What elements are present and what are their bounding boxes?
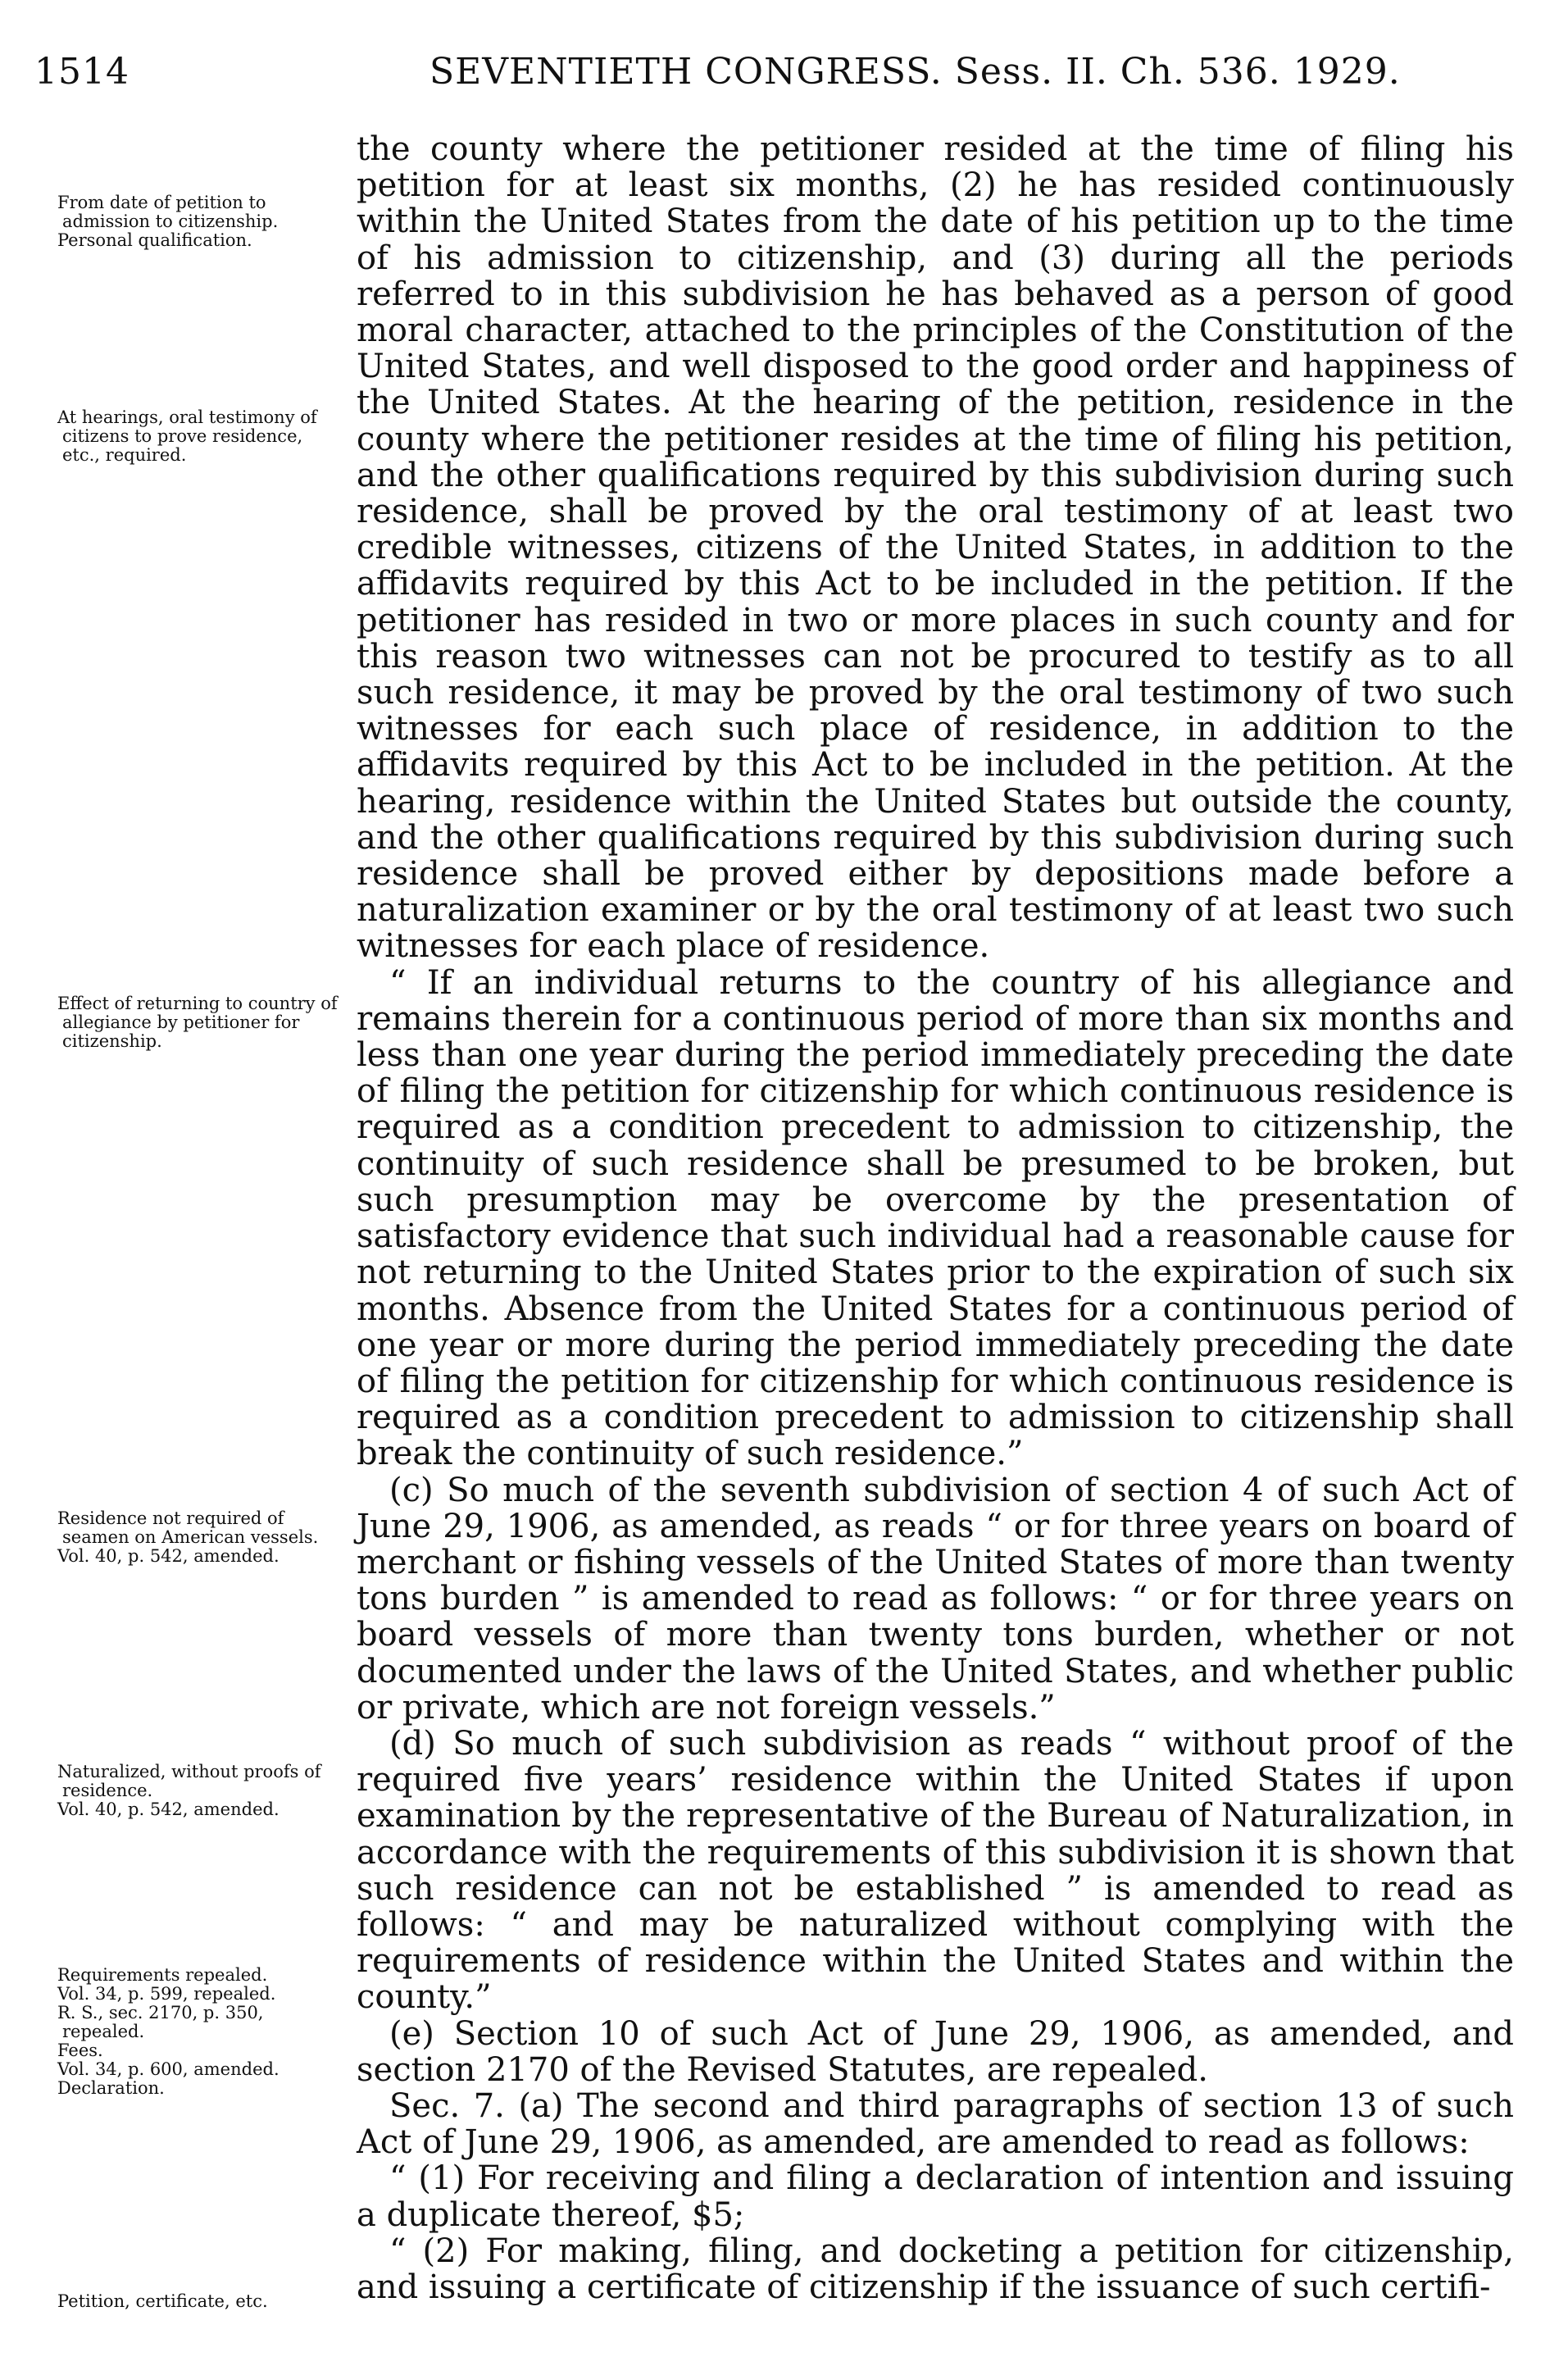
paragraph-return-to-allegiance: “ If an individual returns to the country of his allegiance and remains therein for a continuous period of more than six months and less than one year during the period immediately preceding the date of filing the petition for citizenship for which continuous residence is required as a condition precedent to admission to citizenship, the continuity of such residence shall be presumed to be broken, but such presumption may be overcome by the presentation of satisfactory evidence that such individual had a reasonable cause for not returning to the United States prior to the expiration of such six months. Absence from the United States for a continuous period of one year or more during the period immediately preceding the date of filing the petition for citizenship for which continuous residence is required as a condition precedent to admission to citizenship shall break the continuity of such residence.” [357, 963, 1514, 1473]
margin-note-line: Naturalized, without proofs of residence. [57, 1762, 321, 1800]
margin-note-fees: Fees. [57, 2041, 103, 2060]
running-title: SEVENTIETH CONGRESS. Sess. II. Ch. 536. 1929. [429, 51, 1401, 93]
paragraph-residence-qualifications: the county where the petitioner resided at the time of filing his petition for at least six months, (2) he has resided continuously within the United States from the date of his petition up to the time of his admission to citizenship, and (3) during all the periods referred to in this subdivision he has behaved as a person of good moral character, attached to the principles of the Constitution of the United States, and well disposed to the good order and happiness of the United States. At the hearing of the petition, residence in the county where the petitioner resides at the time of filing his petition, and the other qualifications required by this subdivision during such residence, shall be proved by the oral testimony of at least two credible witnesses, citizens of the United States, in addition to the affidavits required by this Act to be included in the petition. If the petitioner has resided in two or more places in such county and for this reason two witnesses can not be procured to testify as to all such residence, it may be proved by the oral testimony of two such witnesses for each such place of residence, in addition to the affidavits required by this Act to be included in the petition. At the hearing, residence within the United States but outside the county, and the other qualifications required by this subdivision during such residence shall be proved either by depositions made before a naturalization examiner or by the oral testimony of at least two such witnesses for each place of residence. [357, 130, 1514, 966]
margin-note-citation: Vol. 34, p. 599, repealed. [57, 1984, 276, 2004]
paragraph-subsection-e: (e) Section 10 of such Act of June 29, 1906, as amended, and section 2170 of the Revised Statutes, are repealed. [357, 2014, 1514, 2089]
running-head [34, 51, 1510, 103]
margin-note-line: Requirements repealed. [57, 1965, 268, 1985]
statute-text [357, 131, 1514, 2305]
margin-note-petition-certificate [28, 2292, 339, 2311]
paragraph-section-7: Sec. 7. (a) The second and third paragraphs of section 13 of such Act of June 29, 1906, as amended, are amended to read as follows: [357, 2086, 1514, 2162]
margin-note-citation: Vol. 40, p. 542, amended. [57, 1799, 280, 1819]
margin-note-declaration: Declaration. [57, 2078, 165, 2098]
margin-note-citation: Vol. 40, p. 542, amended. [57, 1546, 280, 1566]
page-number: 1514 [34, 51, 130, 93]
margin-note-oral-testimony [28, 408, 339, 465]
margin-note-line: At hearings, oral testimony of citizens to prove residence, etc., required. [57, 407, 317, 465]
paragraph-fee-petition: “ (2) For making, filing, and docketing a petition for citizenship, and issuing a certificate of citizenship if the issuance of such certifi- [357, 2232, 1514, 2306]
paragraph-fee-declaration: “ (1) For receiving and filing a declaration of intention and issuing a duplicate thereof, $5; [357, 2159, 1514, 2234]
margin-note-personal-qualification [28, 193, 339, 250]
margin-note-naturalized-without-proof [28, 1763, 339, 1819]
margin-note-line: Effect of returning to country of allegiance by petitioner for citizenship. [57, 994, 338, 1051]
margin-note-line: Residence not required of seamen on American vessels. [57, 1508, 319, 1547]
paragraph-subsection-d: (d) So much of such subdivision as reads “ without proof of the required five years’ residence within the United States if upon examination by the representative of the Bureau of Naturalization, in accordance with the requirements of this subdivision it is shown that such residence can not be established ” is amended to read as follows: “ and may be naturalized without complying with the requirements of residence within the United States and within the county.” [357, 1724, 1514, 2017]
margin-note-citation: Vol. 34, p. 600, amended. [57, 2059, 280, 2079]
margin-note-line: Petition, certificate, etc. [57, 2291, 268, 2311]
margin-note-return-to-allegiance [28, 994, 339, 1051]
margin-note-citation: R. S., sec. 2170, p. 350, repealed. [57, 2003, 264, 2041]
margin-note-line: Personal qualification. [57, 230, 252, 250]
margin-note-line: From date of petition to admission to citizenship. [57, 193, 279, 231]
margin-note-repealed [28, 1966, 339, 2098]
margin-note-seamen [28, 1509, 339, 1566]
paragraph-subsection-c: (c) So much of the seventh subdivision of section 4 of such Act of June 29, 1906, as amended, as reads “ or for three years on board of merchant or fishing vessels of the United States of more than twenty tons burden ” is amended to read as follows: “ or for three years on board vessels of more than twenty tons burden, whether or not documented under the laws of the United States, and whether public or private, which are not foreign vessels.” [357, 1471, 1514, 1727]
